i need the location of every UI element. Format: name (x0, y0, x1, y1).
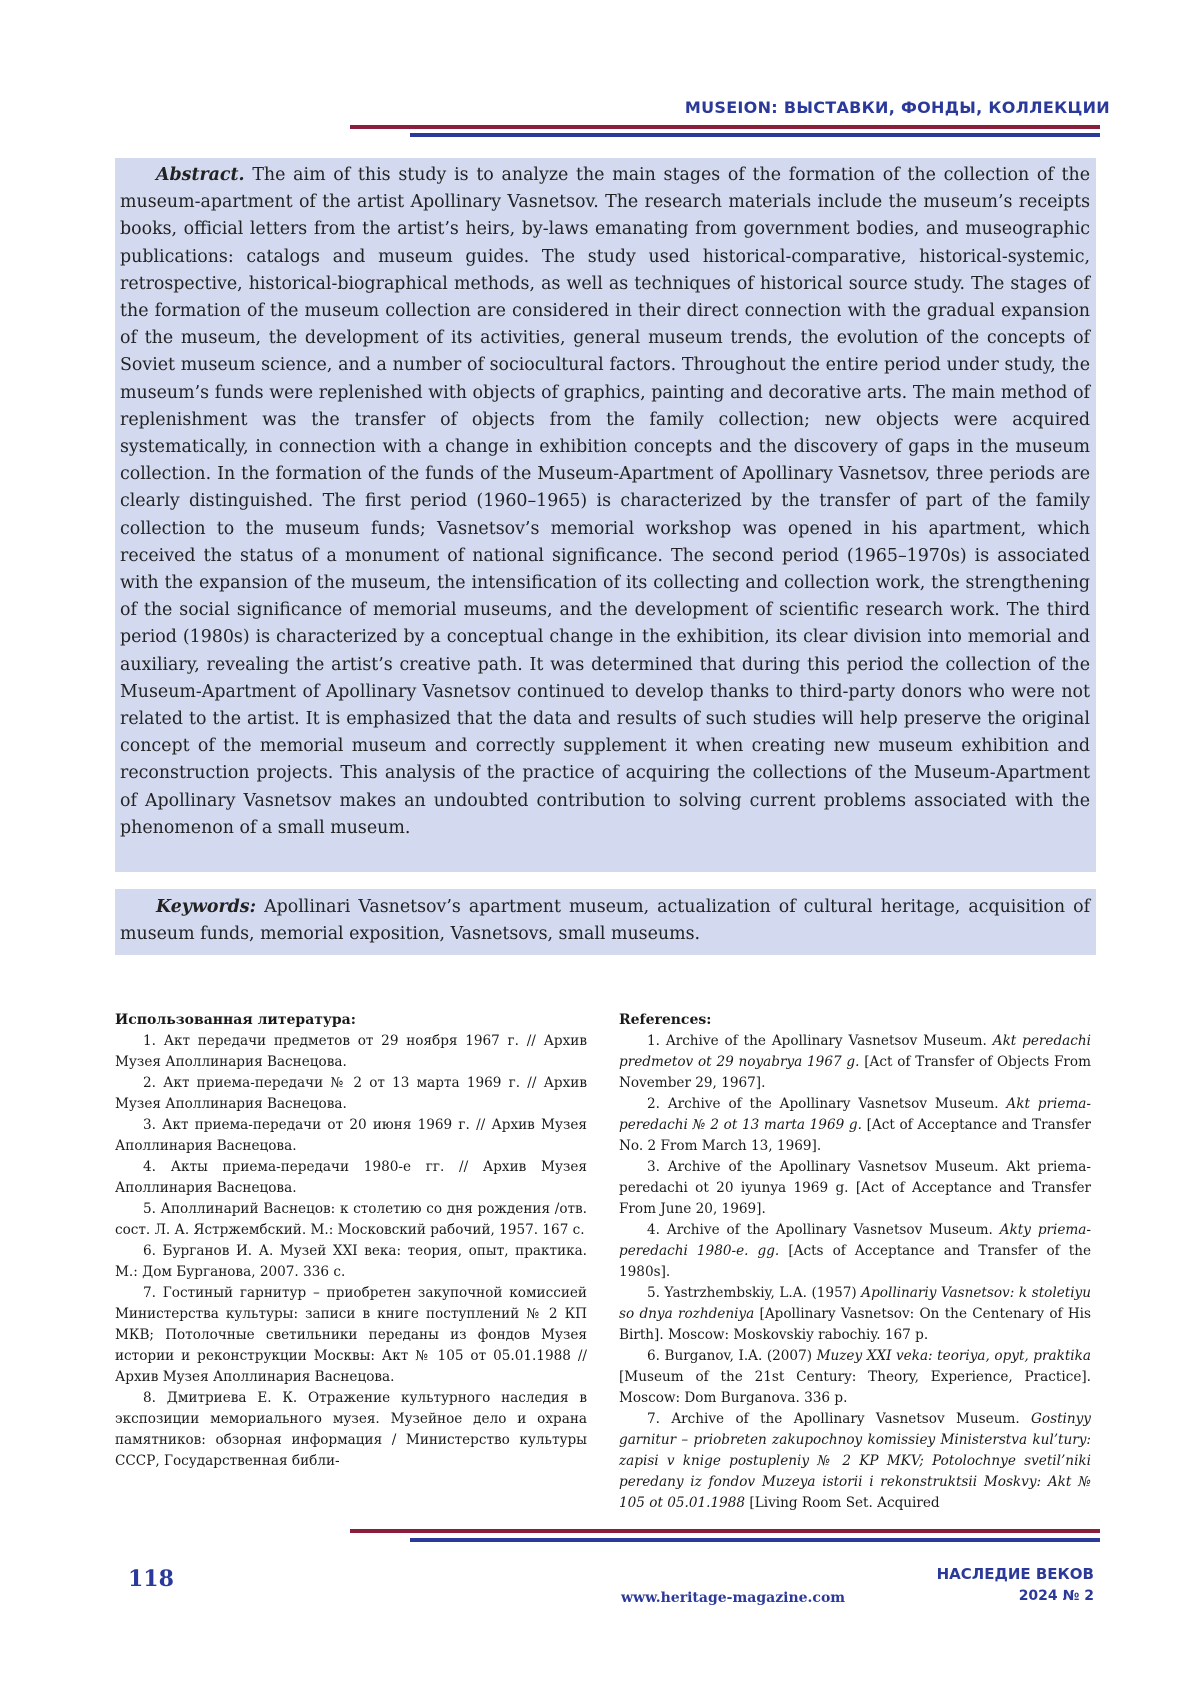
references-en-heading: References: (619, 1012, 712, 1028)
literature-ru-item: 6. Бурганов И. А. Музей XXI века: теория, опыт, практика. М.: Дом Бурганова, 2007. 336 с. (115, 1243, 587, 1280)
footer-rule-blue (410, 1538, 1100, 1542)
section-title: MUSEION: ВЫСТАВКИ, ФОНДЫ, КОЛЛЕКЦИИ (684, 98, 1110, 117)
literature-ru-item: 2. Акт приема-передачи № 2 от 13 марта 1969 г. // Архив Музея Аполлинария Васнецова. (115, 1075, 587, 1112)
reference-en-item: 1. Archive of the Apollinary Vasnetsov Museum. Akt peredachi predmetov ot 29 noyabrya 1967 g. [Act of Transfer of Objects From November 29, 1967]. (619, 1033, 1091, 1091)
header-rule-maroon (350, 125, 1100, 129)
footer-rule-maroon (350, 1529, 1100, 1533)
reference-en-item: 3. Archive of the Apollinary Vasnetsov Museum. Akt priema-peredachi ot 20 iyunya 1969 g. [Act of Acceptance and Transfer From June 20, 1969]. (619, 1159, 1091, 1217)
literature-ru-item: 8. Дмитриева Е. К. Отражение культурного наследия в экспозиции мемориального музея. Музейное дело и охрана памятников: обзорная информация / Министерство культуры СССР, Государственная библи- (115, 1390, 587, 1469)
abstract-box (115, 158, 1096, 872)
reference-en-item: 5. Yastrzhembskiy, L.A. (1957) Apollinariy Vasnetsov: k stoletiyu so dnya rozhdeniya [Apollinary Vasnetsov: On the Centenary of His Birth]. Moscow: Moskovskiy rabochiy. 167 p. (619, 1285, 1092, 1343)
keywords-text: Apollinari Vasnetsov’s apartment museum, actualization of cultural heritage, acquisition of museum funds, memorial exposition, Vasnetsovs, small museums. (120, 897, 1091, 945)
literature-ru-heading: Использованная литература: (115, 1012, 356, 1028)
literature-ru-item: 3. Акт приема-передачи от 20 июня 1969 г. // Архив Музея Аполлинария Васнецова. (115, 1117, 587, 1154)
reference-en-item: 2. Archive of the Apollinary Vasnetsov Museum. Akt priema-peredachi № 2 ot 13 marta 1969 g. [Act of Acceptance and Transfer No. 2 From March 13, 1969]. (619, 1096, 1091, 1154)
literature-ru-item: 7. Гостиный гарнитур – приобретен закупочной комиссией Министерства культуры: записи в книге поступлений № 2 КП МКВ; Потолочные светильники переданы из фондов Музея истории и реконструкции Москвы: Акт № 105 от 05.01.1988 // Архив Музея Аполлинария Васнецова. (115, 1285, 587, 1385)
literature-ru-item: 1. Акт передачи предметов от 29 ноября 1967 г. // Архив Музея Аполлинария Васнецова. (115, 1033, 587, 1070)
keywords-box (115, 889, 1096, 955)
literature-ru-item: 5. Аполлинарий Васнецов: к столетию со дня рождения /отв. сост. Л. А. Ястржембский. М.: Московский рабочий, 1957. 167 с. (115, 1201, 587, 1238)
issue-number: 2024 № 2 (1018, 1588, 1094, 1604)
reference-en-item: 4. Archive of the Apollinary Vasnetsov Museum. Akty priema-peredachi 1980-e. gg. [Acts of Acceptance and Transfer of the 1980s]. (619, 1222, 1092, 1280)
reference-en-item: 7. Archive of the Apollinary Vasnetsov Museum. Gostinyy garnitur – priobreten zakupochnoy komissiey Ministerstva kul’tury: zapisi v knige postupleniy № 2 KP MKV; Potolochnye svetil’niki peredany iz fondov Muzeya istorii i rekonstruktsii Moskvy: Akt № 105 ot 05.01.1988 [Living Room Set. Acquired (619, 1411, 1091, 1511)
header-rule-blue (410, 133, 1100, 137)
keywords-lead: Keywords: (156, 897, 257, 917)
website-link[interactable]: www.heritage-magazine.com (621, 1590, 846, 1606)
journal-name: НАСЛЕДИЕ ВЕКОВ (936, 1565, 1094, 1583)
literature-ru-item: 4. Акты приема-передачи 1980-е гг. // Архив Музея Аполлинария Васнецова. (115, 1159, 587, 1196)
page-number: 118 (128, 1566, 174, 1592)
abstract-text: The aim of this study is to analyze the main stages of the formation of the collection of the museum-apartment of the artist Apollinary Vasnetsov. The research materials include the museum’s receipts books, official letters from the artist’s heirs, by-laws emanating from government bodies, and museographic publications: catalogs and museum guides. The study used historical-comparative, historical-systemic, retrospective, historical-biographical methods, as well as techniques of historical source study. The stages of the formation of the museum collection are considered in their direct connection with the gradual expansion of the museum, the development of its activities, general museum trends, the evolution of the concepts of Soviet museum science, and a number of sociocultural factors. Throughout the entire period under study, the museum’s funds were replenished with objects of graphics, painting and decorative arts. The main method of replenishment was the transfer of objects from the family collection; new objects were acquired systematically, in connection with a change in exhibition concepts and the discovery of gaps in the museum collection. In the formation of the funds of the Museum-Apartment of Apollinary Vasnetsov, three periods are clearly distinguished. The first period (1960–1965) is characterized by the transfer of part of the family collection to the museum funds; Vasnetsov’s memorial workshop was opened in his apartment, which received the status of a monument of national significance. The second period (1965–1970s) is associated with the expansion of the museum, the intensification of its collecting and collection work, the strengthening of the social significance of memorial museums, and the development of scientific research work. The third period (1980s) is characterized by a conceptual change in the exhibition, its clear division into memorial and auxiliary, revealing the artist’s creative path. It was determined that during this period the collection of the Museum-Apartment of Apollinary Vasnetsov continued to develop thanks to third-party donors who were not related to the artist. It is emphasized that the data and results of such studies will help preserve the original concept of the memorial museum and correctly supplement it when creating new museum exhibition and reconstruction projects. This analysis of the practice of acquiring the collections of the Museum-Apartment of Apollinary Vasnetsov makes an undoubted contribution to solving current problems associated with the phenomenon of a small museum. (120, 165, 1091, 838)
abstract-lead: Abstract. (156, 165, 245, 185)
literature-ru-column (115, 1010, 587, 1472)
reference-en-item: 6. Burganov, I.A. (2007) Muzey XXI veka: teoriya, opyt, praktika [Museum of the 21st Century: Theory, Experience, Practice]. Moscow: Dom Burganova. 336 p. (619, 1348, 1091, 1406)
references-en-column (619, 1010, 1091, 1514)
